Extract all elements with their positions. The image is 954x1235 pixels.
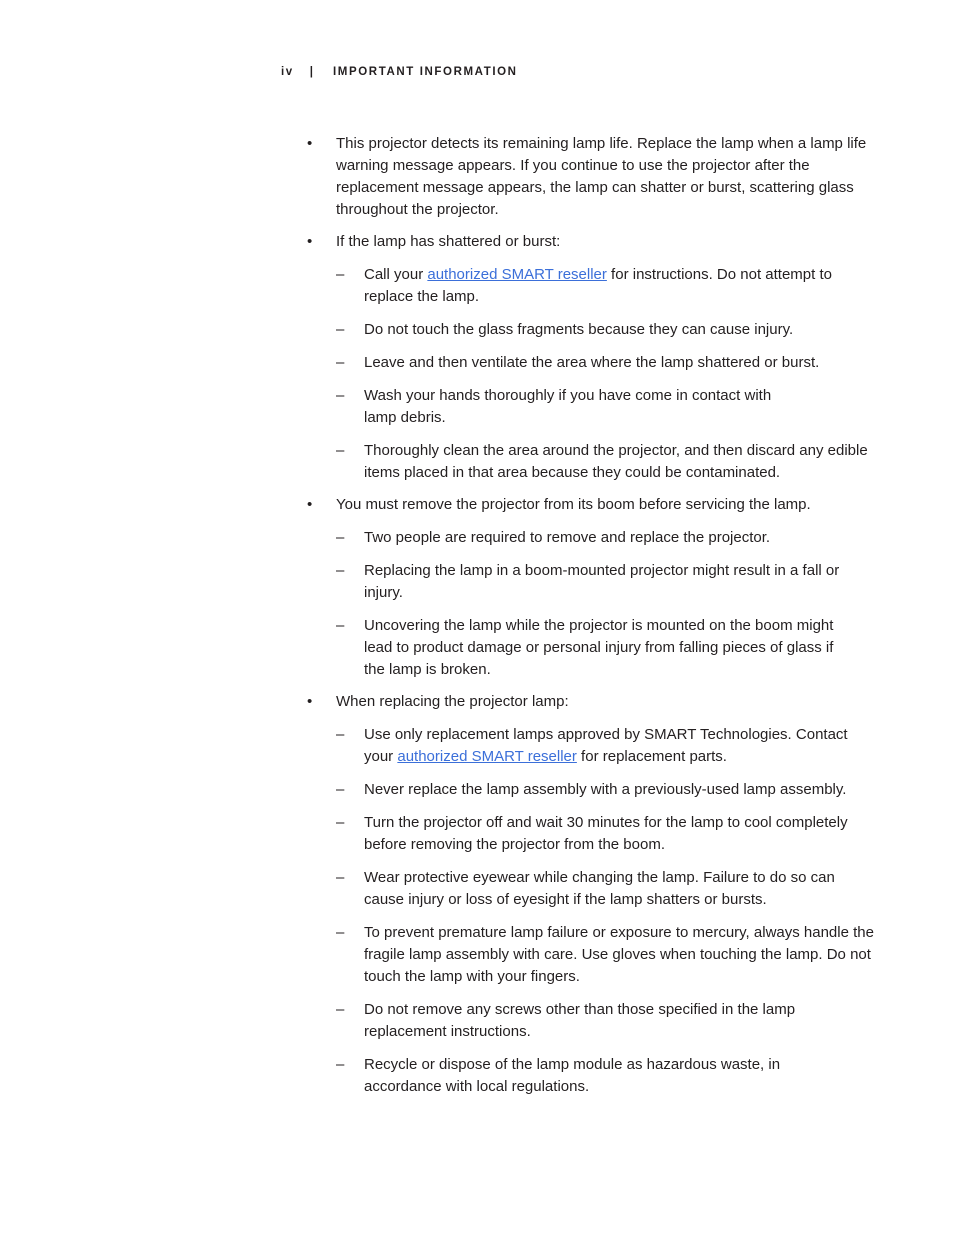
- page-header: [281, 66, 518, 78]
- dash-icon: –: [336, 1001, 345, 1018]
- sub-item: [336, 352, 877, 374]
- sub-item: [336, 922, 877, 988]
- sub-text: Uncovering the lamp while the projector is mounted on the boom might lead to product damage or personal injury from falling pieces of glass if the lamp is broken.: [364, 617, 834, 678]
- page-number: iv: [281, 66, 294, 78]
- sub-item: [336, 385, 877, 429]
- section-title: IMPORTANT INFORMATION: [333, 66, 518, 78]
- sub-item: [336, 319, 877, 341]
- bullet-icon: •: [307, 135, 313, 152]
- sub-item: [336, 440, 877, 484]
- sub-text-after-link: for instructions. Do not attempt to replace the lamp.: [364, 266, 832, 305]
- sub-item: [336, 527, 877, 549]
- lamp-safety-list: [307, 133, 877, 1108]
- sub-text: Two people are required to remove and replace the projector.: [364, 529, 771, 546]
- dash-icon: –: [336, 266, 345, 283]
- sub-text: To prevent premature lamp failure or exposure to mercury, always handle the fragile lamp assembly with care. Use gloves when touching the lamp. Do not touch the lamp with your fingers.: [364, 924, 874, 985]
- bullet-item: [307, 231, 877, 484]
- sub-item: [336, 867, 877, 911]
- bullet-text: If the lamp has shattered or burst:: [336, 233, 561, 250]
- sub-text-before-link: Call your: [364, 266, 428, 283]
- sub-text: Leave and then ventilate the area where the lamp shattered or burst.: [364, 354, 820, 371]
- sub-item: [336, 615, 877, 681]
- dash-icon: –: [336, 924, 345, 941]
- dash-icon: –: [336, 869, 345, 886]
- dash-icon: –: [336, 354, 345, 371]
- sub-item: [336, 560, 877, 604]
- dash-icon: –: [336, 726, 345, 743]
- sub-item: [336, 779, 877, 801]
- bullet-text: This projector detects its remaining lamp life. Replace the lamp when a lamp life warning message appears. If you continue to use the projector after the replacement message appears, the lamp can shatter or burst, scattering glass throughout the projector.: [336, 135, 867, 218]
- bullet-icon: •: [307, 496, 313, 513]
- sub-item: [336, 999, 877, 1043]
- sub-text: Recycle or dispose of the lamp module as hazardous waste, in accordance with local regulations.: [364, 1056, 781, 1095]
- bullet-icon: •: [307, 233, 313, 250]
- dash-icon: –: [336, 781, 345, 798]
- sub-item: [336, 812, 877, 856]
- dash-icon: –: [336, 1056, 345, 1073]
- sub-text-before-link: Use only replacement lamps approved by SMART Technologies. Contact your: [364, 726, 848, 765]
- sub-text: Thoroughly clean the area around the projector, and then discard any edible items placed in that area because they could be contaminated.: [364, 442, 868, 481]
- bullet-text: You must remove the projector from its boom before servicing the lamp.: [336, 496, 811, 513]
- header-separator: |: [309, 66, 314, 78]
- sub-item: [336, 1054, 877, 1098]
- sub-item: [336, 264, 877, 308]
- sub-text: Turn the projector off and wait 30 minutes for the lamp to cool completely before removing the projector from the boom.: [364, 814, 848, 853]
- dash-icon: –: [336, 321, 345, 338]
- bullet-item: [307, 494, 877, 681]
- sub-text: Wash your hands thoroughly if you have come in contact with lamp debris.: [364, 387, 772, 426]
- dash-icon: –: [336, 814, 345, 831]
- sub-text: Do not touch the glass fragments because they can cause injury.: [364, 321, 794, 338]
- sub-text: Never replace the lamp assembly with a previously-used lamp assembly.: [364, 781, 847, 798]
- dash-icon: –: [336, 562, 345, 579]
- sub-text: Wear protective eyewear while changing the lamp. Failure to do so can cause injury or loss of eyesight if the lamp shatters or bursts.: [364, 869, 835, 908]
- sub-list: [336, 724, 877, 1098]
- bullet-item: [307, 133, 877, 221]
- bullet-icon: •: [307, 693, 313, 710]
- sub-text: Do not remove any screws other than those specified in the lamp replacement instructions.: [364, 1001, 796, 1040]
- bullet-item: [307, 691, 877, 1098]
- sub-list: [336, 527, 877, 681]
- sub-item: [336, 724, 877, 768]
- sub-text: Replacing the lamp in a boom-mounted projector might result in a fall or injury.: [364, 562, 840, 601]
- sub-list: [336, 264, 877, 484]
- dash-icon: –: [336, 442, 345, 459]
- authorized-reseller-link[interactable]: authorized SMART reseller: [427, 266, 607, 283]
- dash-icon: –: [336, 529, 345, 546]
- bullet-text: When replacing the projector lamp:: [336, 693, 569, 710]
- authorized-reseller-link[interactable]: authorized SMART reseller: [397, 748, 577, 765]
- dash-icon: –: [336, 617, 345, 634]
- dash-icon: –: [336, 387, 345, 404]
- sub-text-after-link: for replacement parts.: [576, 748, 727, 765]
